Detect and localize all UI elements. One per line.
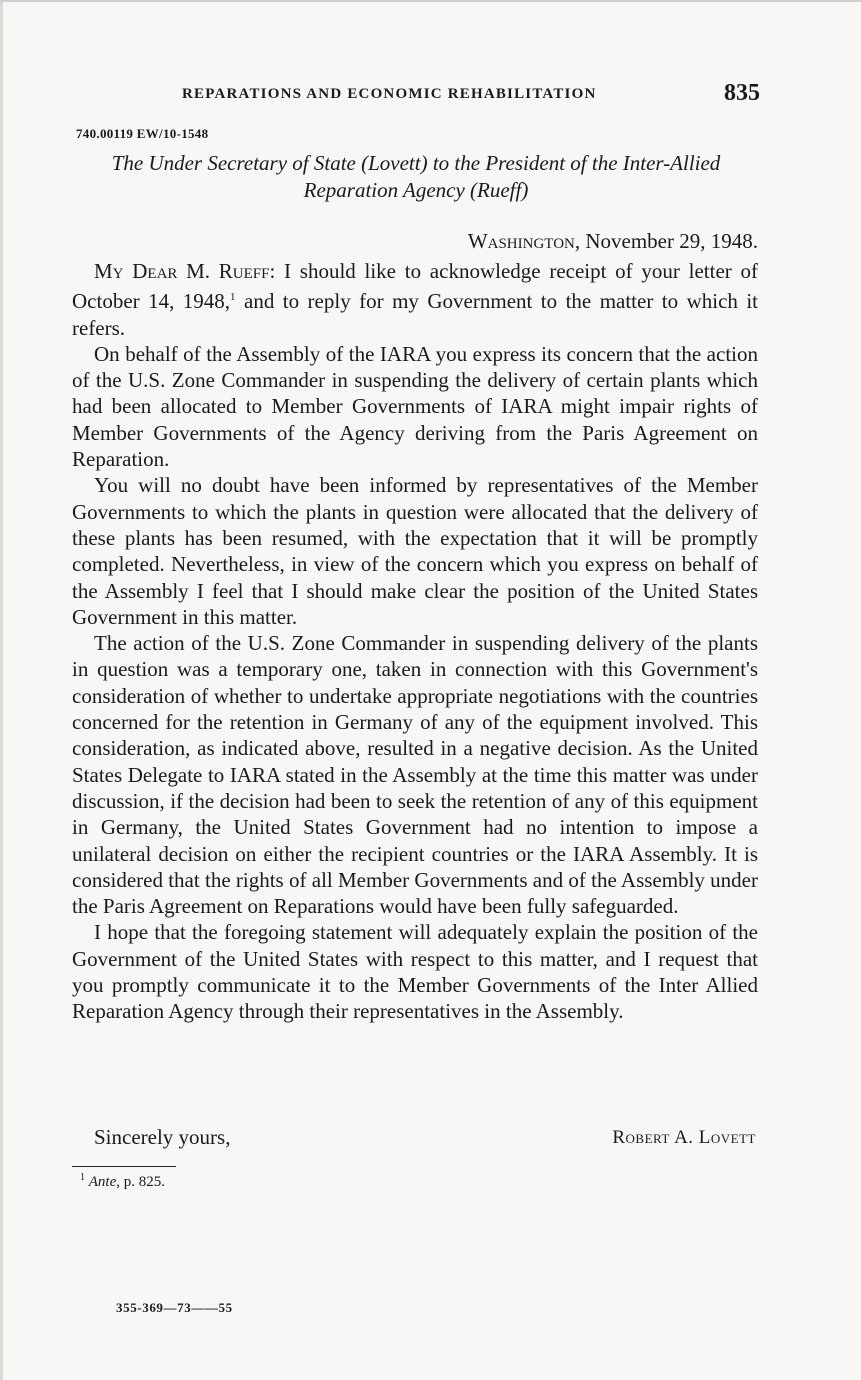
salutation: My Dear M. Rueff bbox=[94, 259, 270, 283]
page-edge bbox=[0, 0, 3, 1380]
footnote-divider bbox=[72, 1166, 176, 1167]
document-heading: The Under Secretary of State (Lovett) to the President of the Inter-Allied Reparation Agency (Rueff) bbox=[111, 151, 721, 202]
running-head bbox=[72, 80, 760, 110]
footnote-italic: Ante bbox=[88, 1174, 117, 1190]
paragraph: I hope that the foregoing statement will adequately explain the position of the Government of the United States with respect to this matter, and I request that you promptly communicate it to the Member Governments of the Inter Allied Reparation Agency through their representatives in the Assembly. bbox=[72, 920, 758, 1024]
dateline-place: Washington bbox=[467, 229, 575, 253]
dateline-date: , November 29, 1948. bbox=[574, 229, 758, 253]
paragraph bbox=[72, 258, 758, 341]
closing-row bbox=[72, 1125, 758, 1155]
footnote-text: , p. 825. bbox=[116, 1174, 165, 1190]
paragraph-text: and to reply for my Government to the matter to which it refers. bbox=[72, 289, 759, 340]
closing: Sincerely yours, bbox=[94, 1125, 231, 1149]
footnote bbox=[80, 1172, 165, 1191]
running-title: REPARATIONS AND ECONOMIC REHABILITATION bbox=[182, 86, 597, 102]
footnote-marker: 1 bbox=[80, 1172, 85, 1183]
file-number: 740.00119 EW/10-1548 bbox=[76, 126, 209, 141]
page-edge-top bbox=[0, 0, 861, 2]
paragraph-text: : I should like to acknowledge receipt of your letter of October 14, 1948, bbox=[72, 259, 759, 314]
paragraph: The action of the U.S. Zone Commander in suspending delivery of the plants in question was a temporary one, taken in connection with this Government's consideration of whether to undertake appropriate negotiations with the countries concerned for the retention in Germany of any of the equipment involved. This consideration, as indicated above, resulted in a negative decision. As the United States Delegate to IARA stated in the Assembly at the time this matter was under discussion, if the decision had been to seek the retention of any of this equipment in Germany, the United States Government had no intention to impose a unilateral decision on either the recipient countries or the IARA Assembly. It is considered that the rights of all Member Governments and of the Assembly under the Paris Agreement on Reparations would have been fully safeguarded. bbox=[72, 631, 758, 919]
signature: Robert A. Lovett bbox=[612, 1127, 756, 1148]
page-number: 835 bbox=[724, 80, 760, 106]
printer-code: 355-369—73——55 bbox=[116, 1300, 233, 1315]
paragraph: You will no doubt have been informed by representatives of the Member Governments to which the plants in question were allocated that the delivery of these plants has been resumed, with the expectation that it will be promptly completed. Nevertheless, in view of the concern which you express on behalf of the Assembly I feel that I should make clear the position of the United States Government in this matter. bbox=[72, 473, 758, 629]
letter-body bbox=[72, 258, 758, 1025]
dateline bbox=[468, 229, 758, 254]
footnote-reference: 1 bbox=[230, 291, 236, 304]
paragraph: On behalf of the Assembly of the IARA you express its concern that the action of the U.S. Zone Commander in suspending the delivery of certain plants which had been allocated to Member Governments of IARA might impair rights of Member Governments of the Agency deriving from the Paris Agreement on Reparation. bbox=[72, 341, 758, 472]
